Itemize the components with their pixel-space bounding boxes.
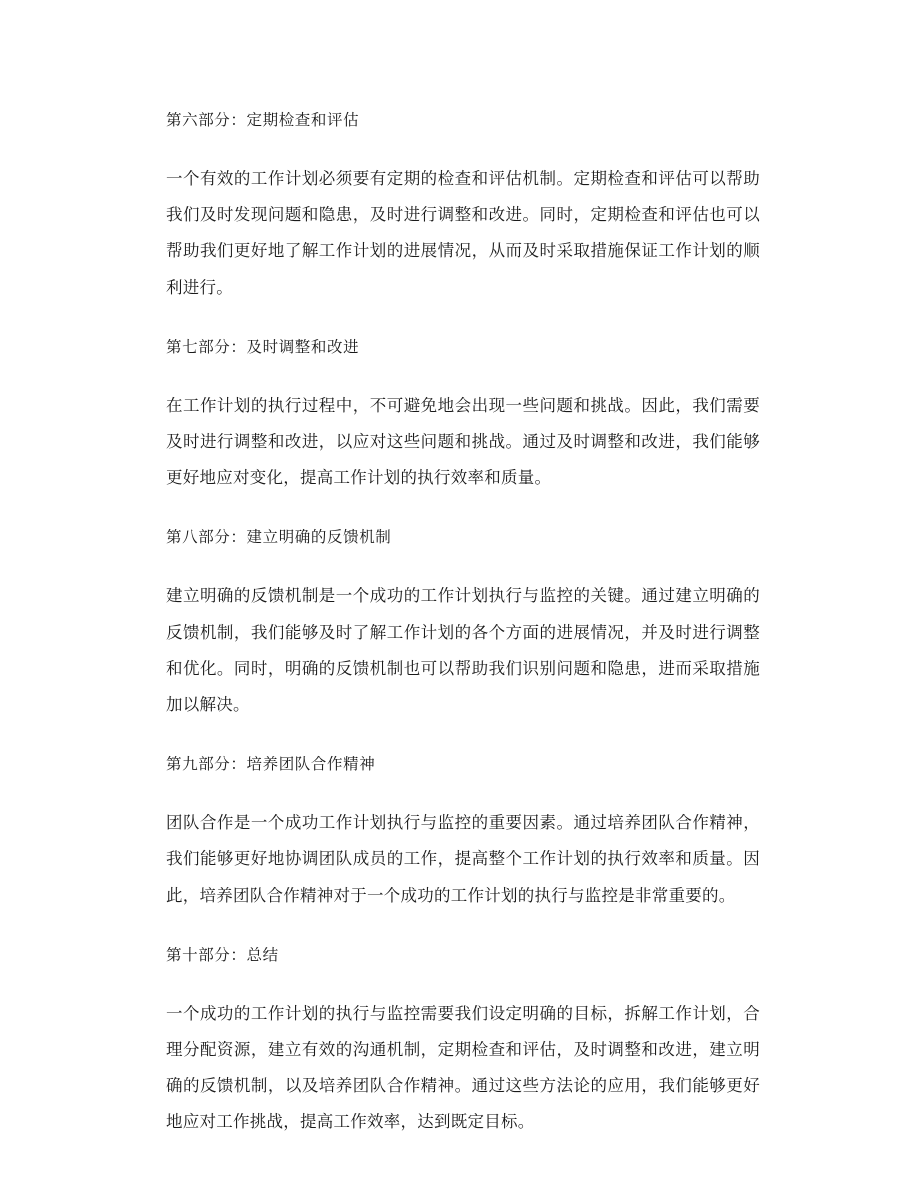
section-paragraph: 在工作计划的执行过程中，不可避免地会出现一些问题和挑战。因此，我们需要及时进行调整和改进，以应对这些问题和挑战。通过及时调整和改进，我们能够更好地应对变化，提高工作计划的执行效率和质量。 xyxy=(166,395,760,488)
section-heading: 第十部分：总结 xyxy=(166,945,279,964)
section-paragraph: 一个有效的工作计划必须要有定期的检查和评估机制。定期检查和评估可以帮助我们及时发现问题和隐患，及时进行调整和改进。同时，定期检查和评估也可以帮助我们更好地了解工作计划的进展情况，从而及时采取措施保证工作计划的顺利进行。 xyxy=(166,169,760,297)
section-7 xyxy=(166,329,760,497)
document-body xyxy=(166,102,760,1164)
section-heading: 第八部分：建立明确的反馈机制 xyxy=(166,528,392,547)
section-9 xyxy=(166,746,760,914)
section-6 xyxy=(166,102,760,306)
section-heading: 第九部分：培养团队合作精神 xyxy=(166,755,376,774)
section-10 xyxy=(166,937,760,1141)
section-paragraph: 一个成功的工作计划的执行与监控需要我们设定明确的目标，拆解工作计划，合理分配资源，建立有效的沟通机制，定期检查和评估，及时调整和改进，建立明确的反馈机制，以及培养团队合作精神。通过这些方法论的应用，我们能够更好地应对工作挑战，提高工作效率，达到既定目标。 xyxy=(166,1003,760,1132)
section-heading: 第七部分：及时调整和改进 xyxy=(166,337,360,356)
section-8 xyxy=(166,519,760,723)
section-paragraph: 团队合作是一个成功工作计划执行与监控的重要因素。通过培养团队合作精神，我们能够更好地协调团队成员的工作，提高整个工作计划的执行效率和质量。因此，培养团队合作精神对于一个成功的工作计划的执行与监控是非常重要的。 xyxy=(166,813,760,905)
section-paragraph: 建立明确的反馈机制是一个成功的工作计划执行与监控的关键。通过建立明确的反馈机制，我们能够及时了解工作计划的各个方面的进展情况，并及时进行调整和优化。同时，明确的反馈机制也可以帮助我们识别问题和隐患，进而采取措施加以解决。 xyxy=(166,586,760,715)
section-heading: 第六部分：定期检查和评估 xyxy=(166,111,360,129)
